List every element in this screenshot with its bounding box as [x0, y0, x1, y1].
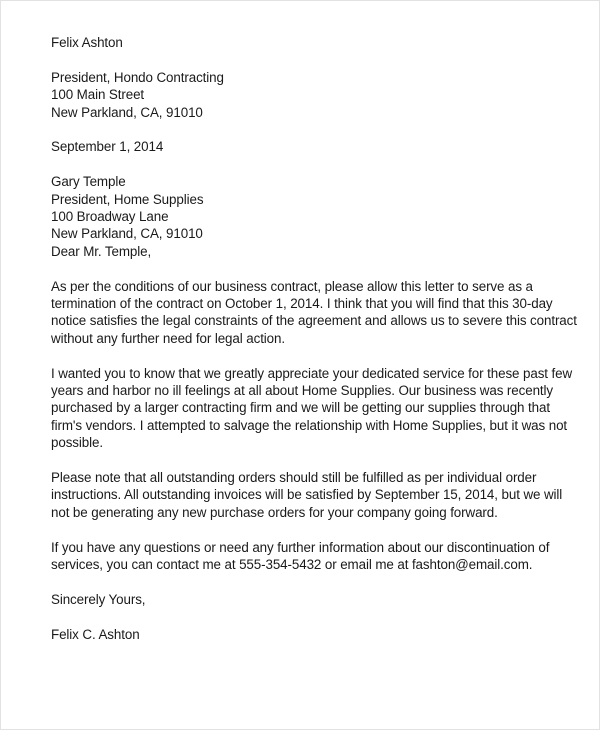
paragraph-appreciation	[51, 365, 591, 452]
letter-body	[51, 34, 591, 643]
spacer	[51, 156, 591, 173]
spacer	[51, 51, 591, 68]
recipient-address	[51, 173, 591, 260]
recipient-name: Gary Temple	[51, 174, 126, 190]
paragraph-line: services, you can contact me at 555-354-5432 or email me at fashton@email.com.	[51, 557, 533, 573]
sender-name: Felix Ashton	[51, 35, 123, 50]
sender-address	[51, 69, 591, 121]
closing: Sincerely Yours,	[51, 591, 146, 607]
sender-title: President, Hondo Contracting	[51, 69, 224, 85]
paragraph-termination	[51, 278, 591, 348]
recipient-city: New Parkland, CA, 91010	[51, 226, 203, 242]
salutation: Dear Mr. Temple,	[51, 243, 152, 259]
paragraph-line: purchased by a larger contracting firm and we will be getting our supplies through that	[51, 400, 550, 416]
paragraph-contact	[51, 539, 591, 574]
paragraph-line: I wanted you to know that we greatly appreciate your dedicated service for these past few	[51, 365, 573, 381]
spacer	[51, 573, 591, 590]
sender-name-block	[51, 34, 591, 51]
paragraph-line: notice satisfies the legal constraints of the agreement and allows us to severe this contract	[51, 313, 577, 329]
spacer	[51, 121, 591, 138]
paragraph-line: firm's vendors. I attempted to salvage the relationship with Home Supplies, but it was not	[51, 417, 568, 433]
paragraph-line: without any further need for legal action.	[51, 330, 286, 346]
recipient-title: President, Home Supplies	[51, 191, 204, 207]
paragraph-line: termination of the contract on October 1, 2014. I think that you will find that this 30-day	[51, 296, 553, 312]
sender-street: 100 Main Street	[51, 87, 145, 103]
spacer	[51, 260, 591, 277]
paragraph-orders	[51, 469, 591, 521]
spacer	[51, 452, 591, 469]
paragraph-line: years and harbor no ill feelings at all about Home Supplies. Our business was recently	[51, 383, 554, 399]
recipient-street: 100 Broadway Lane	[51, 209, 169, 225]
paragraph-line: instructions. All outstanding invoices will be satisfied by September 15, 2014, but we will	[51, 487, 563, 503]
paragraph-line: As per the conditions of our business contract, please allow this letter to serve as a	[51, 278, 533, 294]
paragraph-line: If you have any questions or need any further information about our discontinuation of	[51, 539, 550, 555]
spacer	[51, 521, 591, 538]
spacer	[51, 608, 591, 625]
paragraph-line: not be generating any new purchase orders for your company going forward.	[51, 504, 498, 520]
letter-date: September 1, 2014	[51, 139, 164, 155]
paragraph-line: Please note that all outstanding orders should still be fulfilled as per individual order	[51, 470, 537, 486]
paragraph-line: possible.	[51, 435, 103, 451]
sender-city: New Parkland, CA, 91010	[51, 104, 203, 120]
spacer	[51, 347, 591, 364]
signature-name: Felix C. Ashton	[51, 626, 140, 642]
